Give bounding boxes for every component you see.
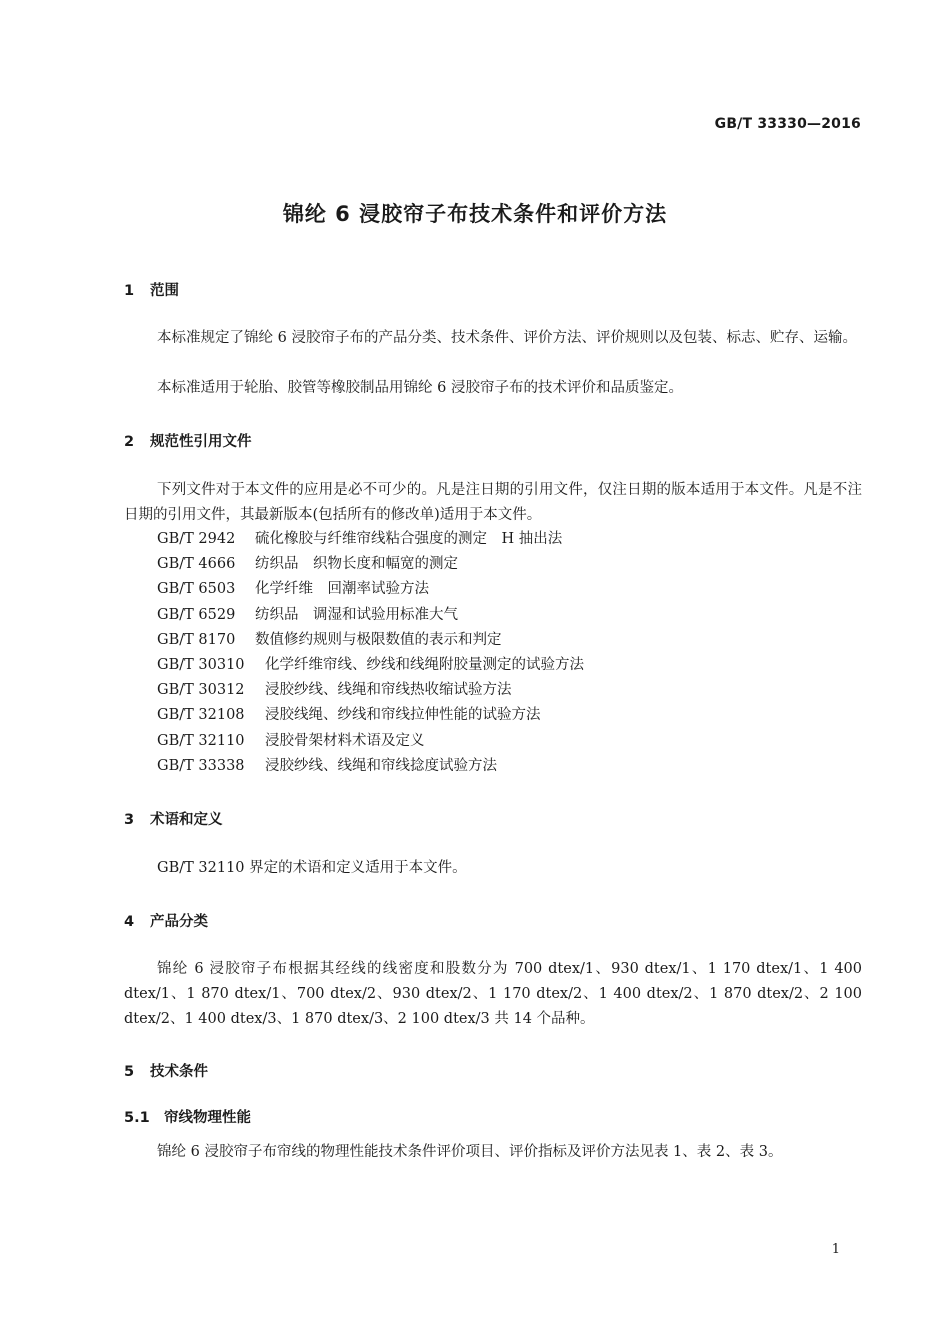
reference-item: [157, 603, 857, 628]
reference-code: GB/T 32108: [157, 707, 245, 724]
reference-title: 数值修约规则与极限数值的表示和判定: [255, 631, 502, 648]
reference-item: [157, 577, 857, 602]
section-title: 技术条件: [150, 1064, 208, 1080]
reference-title: 浸胶纱线、线绳和帘线热收缩试验方法: [265, 682, 512, 699]
section-number: 2: [124, 434, 135, 450]
section-number: 4: [124, 914, 135, 930]
section-number: 3: [124, 812, 135, 828]
reference-title: 纺织品 调湿和试验用标准大气: [255, 606, 458, 623]
reference-item: [157, 729, 857, 754]
reference-item: [157, 703, 857, 728]
reference-item: [157, 754, 857, 779]
section-number: 5: [124, 1064, 135, 1080]
section-4-heading: [124, 910, 208, 931]
section-title: 规范性引用文件: [150, 434, 252, 450]
section-title: 术语和定义: [150, 812, 223, 828]
reference-code: GB/T 6529: [157, 606, 236, 623]
reference-code: GB/T 2942: [157, 531, 236, 547]
section-number: 1: [124, 283, 135, 299]
section-5-1-paragraph: 锦纶 6 浸胶帘子布帘线的物理性能技术条件评价项目、评价指标及评价方法见表 1、表 2、表 3。: [157, 1144, 783, 1160]
reference-title: 浸胶骨架材料术语及定义: [265, 732, 425, 749]
reference-title: 化学纤维帘线、纱线和线绳附胶量测定的试验方法: [265, 656, 584, 673]
section-4-paragraph: 锦纶 6 浸胶帘子布根据其经线的线密度和股数分为 700 dtex/1、930 dtex/1、1 170 dtex/1、1 400 dtex/1、1 870 dtex/1、700 dtex/2、930 dtex/2、1 170 dtex/2、1 400 dtex/2、1 870 dtex/2、2 100 dtex/2、1 400 dtex/3、1 870 dtex/3、2 100 dtex/3 共 14 个品种。: [124, 961, 862, 1027]
reference-item: [157, 653, 857, 678]
reference-list: [157, 527, 857, 779]
reference-item: [157, 628, 857, 653]
section-3-heading: [124, 808, 223, 829]
reference-title: 化学纤维 回潮率试验方法: [255, 581, 429, 598]
section-title: 产品分类: [150, 914, 208, 930]
reference-item: [157, 678, 857, 703]
reference-title: 浸胶线绳、纱线和帘线拉伸性能的试验方法: [265, 707, 541, 724]
reference-item: [157, 552, 857, 577]
reference-title: 硫化橡胶与纤维帘线粘合强度的测定 H 抽出法: [255, 531, 563, 547]
reference-title: 纺织品 织物长度和幅宽的测定: [255, 556, 458, 573]
reference-code: GB/T 33338: [157, 757, 245, 774]
subsection-title: 帘线物理性能: [164, 1110, 251, 1126]
section-1-heading: [124, 279, 179, 300]
reference-code: GB/T 4666: [157, 556, 236, 573]
section-3-paragraph: GB/T 32110 界定的术语和定义适用于本文件。: [157, 860, 467, 876]
document-title: 锦纶 6 浸胶帘子布技术条件和评价方法: [282, 202, 668, 226]
reference-code: GB/T 6503: [157, 581, 236, 598]
reference-code: GB/T 32110: [157, 732, 245, 749]
section-2-heading: [124, 430, 252, 451]
reference-code: GB/T 8170: [157, 631, 236, 648]
section-2-intro: 下列文件对于本文件的应用是必不可少的。凡是注日期的引用文件，仅注日期的版本适用于本文件。凡是不注日期的引用文件，其最新版本(包括所有的修改单)适用于本文件。: [124, 482, 862, 523]
subsection-number: 5.1: [124, 1110, 150, 1126]
reference-code: GB/T 30310: [157, 656, 245, 673]
section-title: 范围: [150, 283, 179, 299]
page-number: 1: [831, 1242, 840, 1257]
reference-code: GB/T 30312: [157, 682, 245, 699]
reference-title: 浸胶纱线、线绳和帘线捻度试验方法: [265, 757, 497, 774]
section-1-paragraph-1: 本标准规定了锦纶 6 浸胶帘子布的产品分类、技术条件、评价方法、评价规则以及包装、标志、贮存、运输。: [157, 330, 857, 346]
reference-item: [157, 527, 857, 552]
section-5-1-heading: [124, 1106, 251, 1127]
standard-code: GB/T 33330—2016: [714, 116, 861, 132]
section-1-paragraph-2: 本标准适用于轮胎、胶管等橡胶制品用锦纶 6 浸胶帘子布的技术评价和品质鉴定。: [157, 380, 683, 396]
section-5-heading: [124, 1060, 208, 1081]
